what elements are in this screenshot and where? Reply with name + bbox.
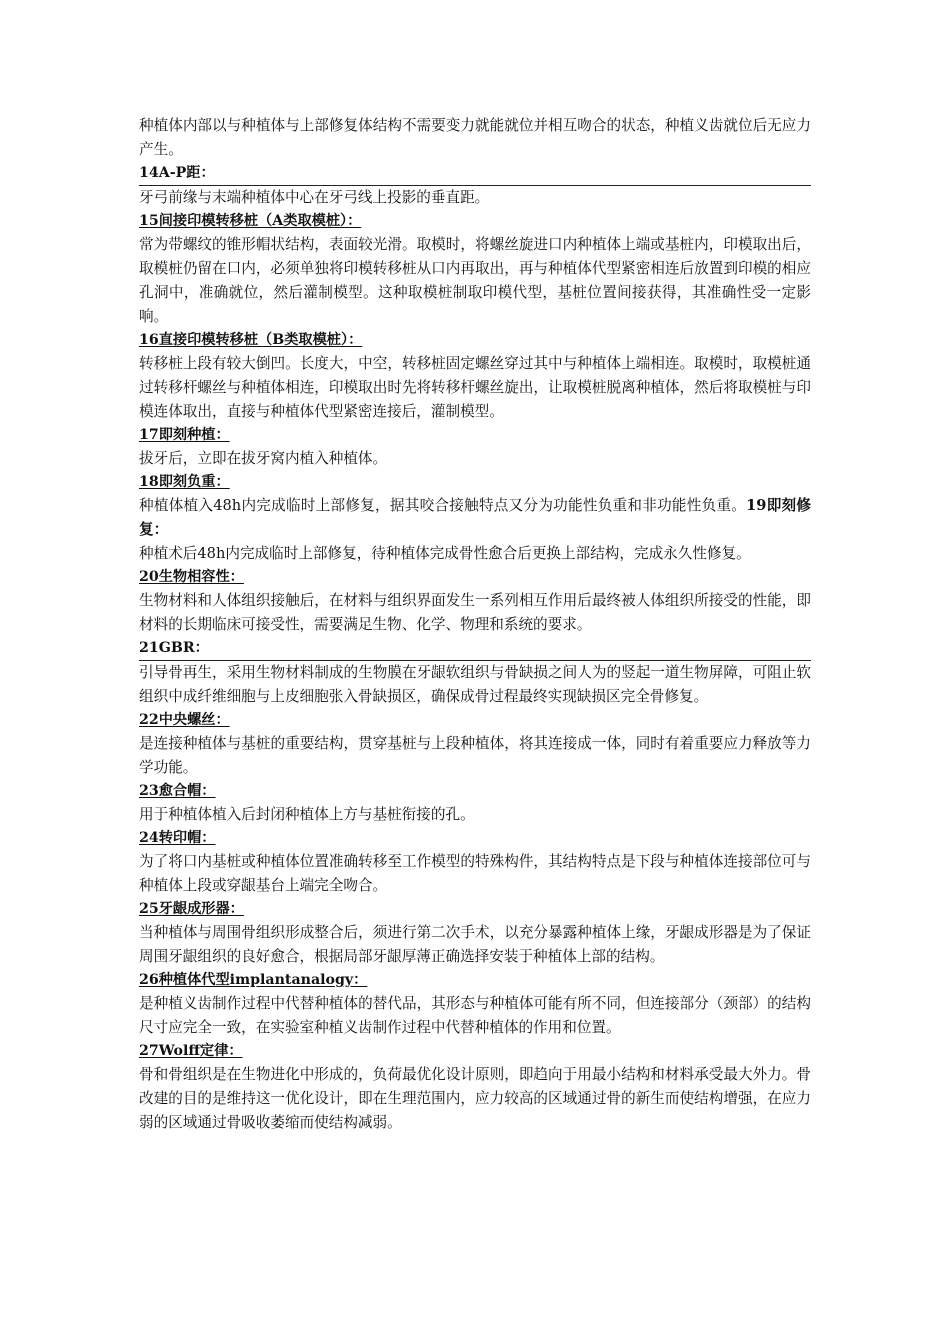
term-definition: 骨和骨组织是在生物进化中形成的，负荷最优化设计原则，即趋向于用最小结构和材料承受最大外力。骨改建的目的是维持这一优化设计，即在生理范围内，应力较高的区域通过骨的新生而使结构增强，在应力弱的区域通过骨吸收萎缩而使结构减弱。 [139, 1066, 811, 1131]
term-heading: 15间接印模转移桩（A类取模桩）： [139, 213, 362, 229]
term-definition: 种植术后48h内完成临时上部修复，待种植体完成骨性愈合后更换上部结构，完成永久性修复。 [139, 545, 751, 562]
term-definition: 是种植义齿制作过程中代替种植体的替代品，其形态与种植体可能有所不同，但连接部分（颈部）的结构尺寸应完全一致，在实验室种植义齿制作过程中代替种植体的作用和位置。 [139, 995, 811, 1036]
term-heading: 26种植体代型implantanalogy： [139, 972, 368, 988]
term-heading: 14A-P距： [139, 162, 811, 186]
inline-term-heading: 19即刻修复： [139, 497, 811, 538]
term-heading: 25牙龈成形器： [139, 901, 244, 917]
term-definition: 种植体植入48h内完成临时上部修复，据其咬合接触特点又分为功能性负重和非功能性负重。19即刻修复： [139, 497, 811, 538]
term-heading: 24转印帽： [139, 830, 216, 846]
term-definition: 生物材料和人体组织接触后，在材料与组织界面发生一系列相互作用后最终被人体组织所接受的性能，即材料的长期临床可接受性，需要满足生物、化学、物理和系统的要求。 [139, 592, 811, 633]
term-heading: 22中央螺丝： [139, 712, 230, 728]
term-definition: 转移桩上段有较大倒凹。长度大，中空，转移桩固定螺丝穿过其中与种植体上端相连。取模时，取模桩通过转移杆螺丝与种植体相连，印模取出时先将转移杆螺丝旋出，让取模桩脱离种植体，然后将取模桩与印模连体取出，直接与种植体代型紧密连接后，灌制模型。 [139, 355, 811, 420]
term-definition: 常为带螺纹的锥形帽状结构，表面较光滑。取模时，将螺丝旋进口内种植体上端或基桩内，印模取出后，取模桩仍留在口内，必须单独将印模转移桩从口内再取出，再与种植体代型紧密相连后放置到印模的相应孔洞中，准确就位，然后灌制模型。这种取模桩制取印模代型，基桩位置间接获得，其准确性受一定影响。 [139, 236, 811, 325]
term-definition: 用于种植体植入后封闭种植体上方与基桩衔接的孔。 [139, 806, 475, 823]
term-heading: 21GBR： [139, 637, 811, 661]
term-definition: 牙弓前缘与末端种植体中心在牙弓线上投影的垂直距。 [139, 189, 490, 206]
document-body [139, 114, 811, 1135]
term-heading: 23愈合帽： [139, 783, 216, 799]
term-definition: 当种植体与周围骨组织形成整合后，须进行第二次手术，以充分暴露种植体上缘，牙龈成形器是为了保证周围牙龈组织的良好愈合，根据局部牙龈厚薄正确选择安装于种植体上部的结构。 [139, 924, 811, 965]
term-heading: 20生物相容性： [139, 569, 244, 585]
term-definition: 为了将口内基桩或种植体位置准确转移至工作模型的特殊构件，其结构特点是下段与种植体连接部位可与种植体上段或穿龈基台上端完全吻合。 [139, 853, 811, 894]
term-heading: 18即刻负重： [139, 474, 230, 490]
lead-paragraph: 种植体内部以与种植体与上部修复体结构不需要变力就能就位并相互吻合的状态，种植义齿就位后无应力产生。 [139, 117, 811, 158]
term-heading: 17即刻种植： [139, 427, 230, 443]
term-definition: 是连接种植体与基桩的重要结构，贯穿基桩与上段种植体，将其连接成一体，同时有着重要应力释放等力学功能。 [139, 735, 811, 776]
term-heading: 27Wolff定律： [139, 1043, 243, 1059]
term-definition: 引导骨再生，采用生物材料制成的生物膜在牙龈软组织与骨缺损之间人为的竖起一道生物屏障，可阻止软组织中成纤维细胞与上皮细胞张入骨缺损区，确保成骨过程最终实现缺损区完全骨修复。 [139, 664, 811, 705]
term-definition: 拔牙后，立即在拔牙窝内植入种植体。 [139, 450, 388, 467]
term-heading: 16直接印模转移桩（B类取模桩）： [139, 332, 363, 348]
